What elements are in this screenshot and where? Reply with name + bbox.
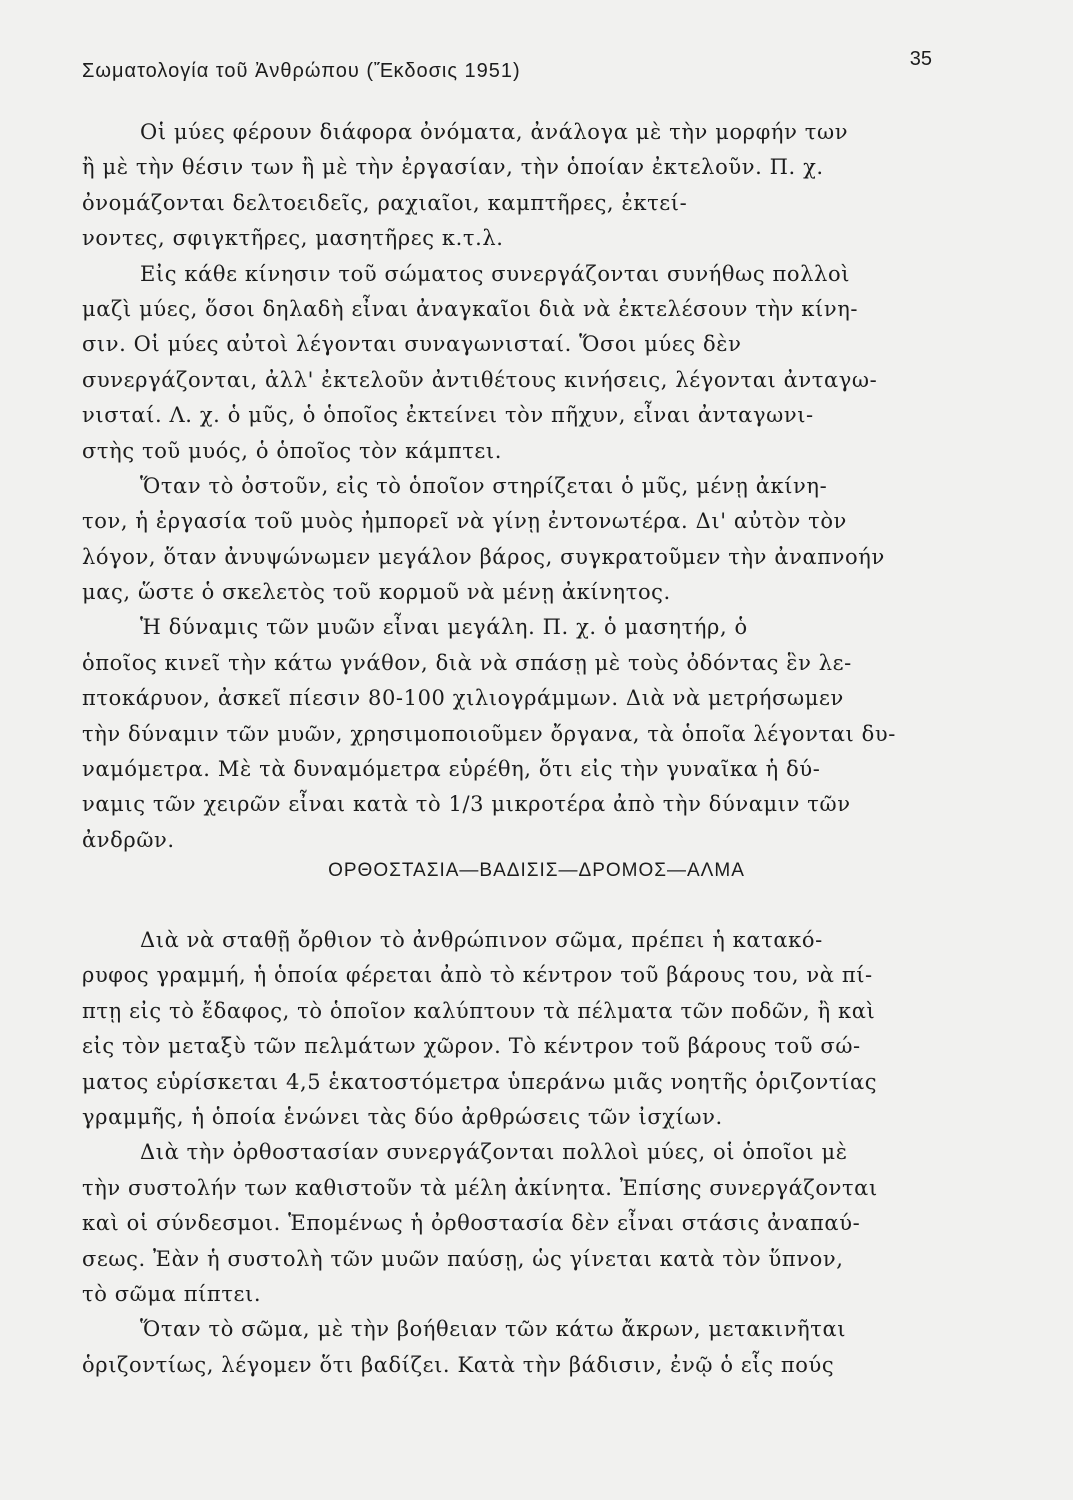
text-line: γραμμῆς, ἡ ὁποία ἑνώνει τὰς δύο ἀρθρώσεις τῶν ἰσχίων. (82, 1104, 723, 1129)
text-line: ναμις τῶν χειρῶν εἶναι κατὰ τὸ 1/3 μικροτέρα ἀπὸ τὴν δύναμιν τῶν (82, 792, 851, 817)
text-line: Εἰς κάθε κίνησιν τοῦ σώματος συνεργάζονται συνήθως πολλοὶ (140, 261, 851, 286)
text-line: ἢ μὲ τὴν θέσιν των ἢ μὲ τὴν ἐργασίαν, τὴν ὁποίαν ἐκτελοῦν. Π. χ. (82, 155, 824, 180)
text-line: συνεργάζονται, ἀλλ' ἐκτελοῦν ἀντιθέτους κινήσεις, λέγονται ἀνταγω- (82, 367, 878, 392)
text-line: ναμόμετρα. Μὲ τὰ δυναμόμετρα εὑρέθη, ὅτι εἰς τὴν γυναῖκα ἡ δύ- (82, 757, 821, 782)
text-line: καὶ οἱ σύνδεσμοι. Ἑπομένως ἡ ὀρθοστασία δὲν εἶναι στάσις ἀναπαύ- (82, 1211, 861, 1236)
section-muscles-text (82, 115, 952, 858)
text-line: Ὅταν τὸ ὀστοῦν, εἰς τὸ ὁποῖον στηρίζεται ὁ μῦς, μένῃ ἀκίνη- (140, 473, 828, 498)
text-line: τὴν δύναμιν τῶν μυῶν, χρησιμοποιοῦμεν ὄργανα, τὰ ὁποῖα λέγονται δυ- (82, 721, 896, 746)
text-line: Ἡ δύναμις τῶν μυῶν εἶναι μεγάλη. Π. χ. ὁ μασητήρ, ὁ (140, 615, 748, 640)
text-line: στὴς τοῦ μυός, ὁ ὁποῖος τὸν κάμπτει. (82, 438, 503, 463)
text-line: Διὰ τὴν ὀρθοστασίαν συνεργάζονται πολλοὶ μύες, οἱ ὁποῖοι μὲ (140, 1140, 848, 1165)
text-line: μας, ὥστε ὁ σκελετὸς τοῦ κορμοῦ νὰ μένῃ ἀκίνητος. (82, 580, 671, 605)
text-line: Οἱ μύες φέρουν διάφορα ὀνόματα, ἀνάλογα μὲ τὴν μορφήν των (140, 120, 849, 144)
text-line: σεως. Ἐὰν ἡ συστολὴ τῶν μυῶν παύσῃ, ὡς γίνεται κατὰ τὸν ὕπνον, (82, 1246, 844, 1271)
text-line: τὸ σῶμα πίπτει. (82, 1281, 262, 1306)
text-line: νοντες, σφιγκτῆρες, μασητῆρες κ.τ.λ. (82, 226, 504, 251)
text-line: Διὰ νὰ σταθῇ ὄρθιον τὸ ἀνθρώπινον σῶμα, πρέπει ἡ κατακό- (140, 928, 823, 952)
section-posture-text (82, 923, 952, 1383)
text-line: ὁριζοντίως, λέγομεν ὅτι βαδίζει. Κατὰ τὴν βάδισιν, ἐνῷ ὁ εἷς πούς (82, 1352, 835, 1377)
text-line: τὴν συστολήν των καθιστοῦν τὰ μέλη ἀκίνητα. Ἐπίσης συνεργάζονται (82, 1175, 878, 1200)
section-heading: ΟΡΘΟΣΤΑΣΙΑ—ΒΑΔΙΣΙΣ—ΔΡΟΜΟΣ—ΑΛΜΑ (328, 860, 745, 881)
header-title: Σωματολογία τοῦ Ἀνθρώπου (Ἔκδοσις 1951) (82, 60, 521, 82)
page-number: 35 (909, 48, 932, 70)
text-line: εἰς τὸν μεταξὺ τῶν πελμάτων χῶρον. Τὸ κέντρον τοῦ βάρους τοῦ σώ- (82, 1034, 861, 1059)
text-line: λόγον, ὅταν ἀνυψώνωμεν μεγάλον βάρος, συγκρατοῦμεν τὴν ἀναπνοήν (82, 544, 885, 569)
text-line: ματος εὑρίσκεται 4,5 ἑκατοστόμετρα ὑπεράνω μιᾶς νοητῆς ὁριζοντίας (82, 1069, 878, 1094)
text-line: πτῃ εἰς τὸ ἔδαφος, τὸ ὁποῖον καλύπτουν τὰ πέλματα τῶν ποδῶν, ἢ καὶ (82, 998, 876, 1023)
text-line: μαζὶ μύες, ὅσοι δηλαδὴ εἶναι ἀναγκαῖοι διὰ νὰ ἐκτελέσουν τὴν κίνη- (82, 296, 859, 321)
text-line: ρυφος γραμμή, ἡ ὁποία φέρεται ἀπὸ τὸ κέντρον τοῦ βάρους του, νὰ πί- (82, 963, 873, 988)
text-line: νισταί. Λ. χ. ὁ μῦς, ὁ ὁποῖος ἐκτείνει τὸν πῆχυν, εἶναι ἀνταγωνι- (82, 403, 814, 428)
text-line: Ὅταν τὸ σῶμα, μὲ τὴν βοήθειαν τῶν κάτω ἄκρων, μετακινῆται (140, 1317, 847, 1342)
text-line: τον, ἡ ἐργασία τοῦ μυὸς ἠμπορεῖ νὰ γίνῃ ἐντονωτέρα. Δι' αὐτὸν τὸν (82, 509, 847, 534)
running-header (82, 48, 932, 88)
text-line: ἀνδρῶν. (82, 827, 175, 852)
text-line: ὁποῖος κινεῖ τὴν κάτω γνάθον, διὰ νὰ σπάσῃ μὲ τοὺς ὀδόντας ἓν λε- (82, 650, 852, 675)
text-line: ὀνομάζονται δελτοειδεῖς, ραχιαῖοι, καμπτῆρες, ἐκτεί- (82, 190, 688, 215)
text-line: σιν. Οἱ μύες αὐτοὶ λέγονται συναγωνισταί. Ὅσοι μύες δὲν (82, 332, 742, 357)
text-line: πτοκάρυον, ἀσκεῖ πίεσιν 80-100 χιλιογράμμων. Διὰ νὰ μετρήσωμεν (82, 686, 844, 711)
